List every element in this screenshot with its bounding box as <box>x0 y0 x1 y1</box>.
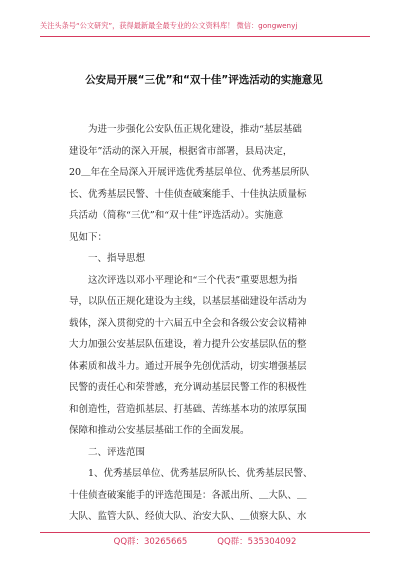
text-line: 20＿年在全局深入开展评选优秀基层单位、优秀基层所队 <box>69 167 310 178</box>
text-line: 导，以队伍正规化建设为主线，以基层基础建设年活动为 <box>69 296 307 307</box>
text-line: 1、优秀基层单位、优秀基层所队长、优秀基层民警、 <box>88 468 313 479</box>
text-line: 为进一步强化公安队伍正规化建设，推动“基层基础 <box>88 124 302 135</box>
text-line: 和创造性，营造抓基层、打基础、苦练基本功的浓厚氛围 <box>69 403 307 415</box>
text-line: 大队、监管大队、经侦大队、治安大队、＿侦察大队、水 <box>69 511 307 522</box>
document-title: 公安局开展“三优”和“双十佳”评选活动的实施意见 <box>85 74 323 86</box>
text-line: 大力加强公安基层队伍建设，着力提升公安基层队伍的整 <box>69 339 307 350</box>
intro-paragraph <box>69 119 355 248</box>
footer-contact <box>40 535 370 547</box>
qq-group-2: QQ群：535304092 <box>217 537 297 547</box>
guiding-ideology-paragraph <box>69 270 355 442</box>
footer-divider <box>40 532 370 533</box>
section-heading-selection-scope: 二、评选范围 <box>88 446 146 458</box>
page-header <box>0 0 408 64</box>
document-body <box>69 119 355 528</box>
text-line: 十佳侦查破案能手的评选范围是：各派出所、＿大队、＿ <box>69 489 307 501</box>
text-line: 体素质和战斗力。通过开展争先创优活动，切实增强基层 <box>69 360 307 372</box>
text-line: 保障和推动公安基层基础工作的全面发展。 <box>69 425 250 436</box>
selection-scope-paragraph <box>69 463 355 528</box>
text-line: 这次评选以邓小平理论和“三个代表”重要思想为指 <box>88 274 298 286</box>
text-line: 民警的责任心和荣誉感，充分调动基层民警工作的积极性 <box>69 382 307 393</box>
text-line: 兵活动（简称“三优”和“双十佳”评选活动）。实施意 <box>69 210 284 221</box>
text-line: 见如下： <box>69 231 108 243</box>
header-banner: 关注头条号“公文研究”，获得最新最全最专业的公文资料库！ 微信：gongwenyj <box>40 21 298 30</box>
text-line: 载体，深入贯彻党的十六届五中全会和各级公安会议精神 <box>69 317 307 329</box>
text-line: 长、优秀基层民警、十佳侦查破案能手、十佳执法质量标 <box>69 188 307 200</box>
header-divider <box>40 36 370 37</box>
text-line: 建设年”活动的深入开展，根据省市部署，县局决定， <box>69 145 293 157</box>
section-heading-guiding-ideology: 一、指导思想 <box>88 253 146 264</box>
qq-group-1: QQ群：30265665 <box>113 537 188 547</box>
page-footer <box>40 532 370 552</box>
